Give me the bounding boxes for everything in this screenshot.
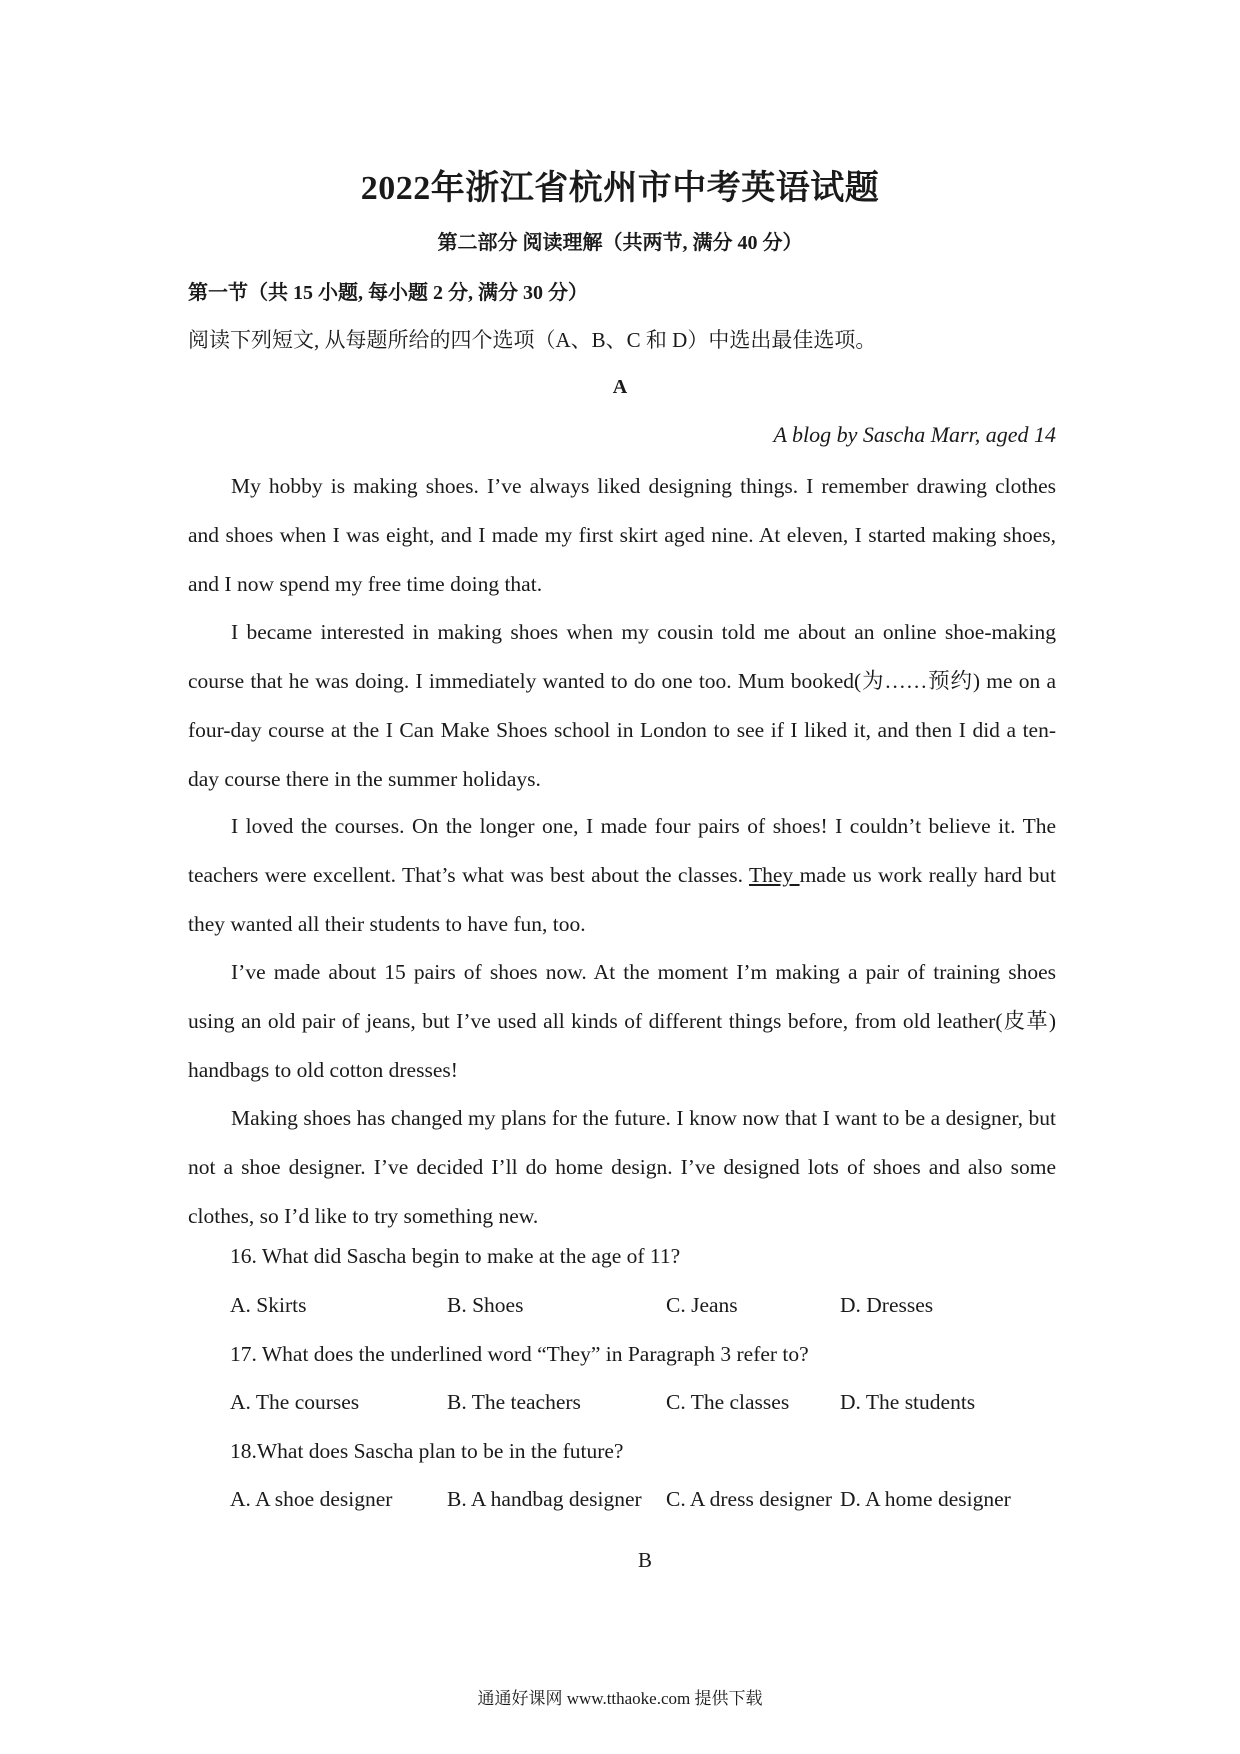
instructions: 阅读下列短文, 从每题所给的四个选项（A、B、C 和 D）中选出最佳选项。 xyxy=(188,328,877,352)
passage-a-label: A xyxy=(612,376,628,398)
option-18-c[interactable]: C. A dress designer xyxy=(666,1487,833,1511)
page-title: 2022年浙江省杭州市中考英语试题 xyxy=(360,170,880,207)
paragraph-3-text-start: I loved the courses. On the longer one, I made four pairs of shoes! I couldn’t believe it. The teachers were excellent. That’s what was best about the classes. xyxy=(188,814,1056,887)
page-footer: 通通好课网 www.tthaoke.com 提供下载 xyxy=(477,1689,763,1708)
option-18-a[interactable]: A. A shoe designer xyxy=(230,1487,393,1511)
option-17-d[interactable]: D. The students xyxy=(840,1390,976,1414)
question-18: 18.What does Sascha plan to be in the future? xyxy=(230,1439,624,1463)
option-18-d[interactable]: D. A home designer xyxy=(840,1487,1011,1511)
option-18-b[interactable]: B. A handbag designer xyxy=(447,1487,642,1511)
passage-b-label: B xyxy=(637,1548,652,1572)
option-17-a[interactable]: A. The courses xyxy=(230,1390,360,1414)
question-16: 16. What did Sascha begin to make at the age of 11? xyxy=(230,1244,681,1268)
part-heading: 第二部分 阅读理解（共两节, 满分 40 分） xyxy=(437,232,803,254)
passage-byline: A blog by Sascha Marr, aged 14 xyxy=(773,422,1056,447)
paragraph-3-text-end: made us work really hard but they wanted all their students to have fun, too. xyxy=(188,863,1057,936)
section-heading: 第一节（共 15 小题, 每小题 2 分, 满分 30 分） xyxy=(188,282,588,304)
passage-paragraph-5: Making shoes has changed my plans for the future. I know now that I want to be a designer, but not a shoe designer. I’ve decided I’ll do home design. I’ve designed lots of shoes and also some clothes, so I’d like to try something new. xyxy=(188,1106,1056,1228)
question-17: 17. What does the underlined word “They” in Paragraph 3 refer to? xyxy=(230,1342,809,1366)
option-16-b[interactable]: B. Shoes xyxy=(447,1293,524,1317)
option-17-c[interactable]: C. The classes xyxy=(666,1390,790,1414)
option-16-c[interactable]: C. Jeans xyxy=(666,1293,738,1317)
passage-paragraph-3 xyxy=(188,802,1056,949)
passage-paragraph-1: My hobby is making shoes. I’ve always liked designing things. I remember drawing clothes and shoes when I was eight, and I made my first skirt aged nine. At eleven, I started making shoes, and I now spend my free time doing that. xyxy=(188,474,1056,596)
option-16-a[interactable]: A. Skirts xyxy=(230,1293,307,1317)
option-17-b[interactable]: B. The teachers xyxy=(447,1390,581,1414)
passage-paragraph-4: I’ve made about 15 pairs of shoes now. At the moment I’m making a pair of training shoes using an old pair of jeans, but I’ve used all kinds of different things before, from old leather(皮革) handbags to old cotton dresses! xyxy=(188,960,1056,1082)
option-16-d[interactable]: D. Dresses xyxy=(840,1293,934,1317)
passage-paragraph-2: I became interested in making shoes when my cousin told me about an online shoe-making course that he was doing. I immediately wanted to do one too. Mum booked(为……预约) me on a four-day course at the I Can Make Shoes school in London to see if I liked it, and then I did a ten-day course there in the summer holidays. xyxy=(188,620,1056,791)
underlined-word-they: They xyxy=(749,863,800,887)
